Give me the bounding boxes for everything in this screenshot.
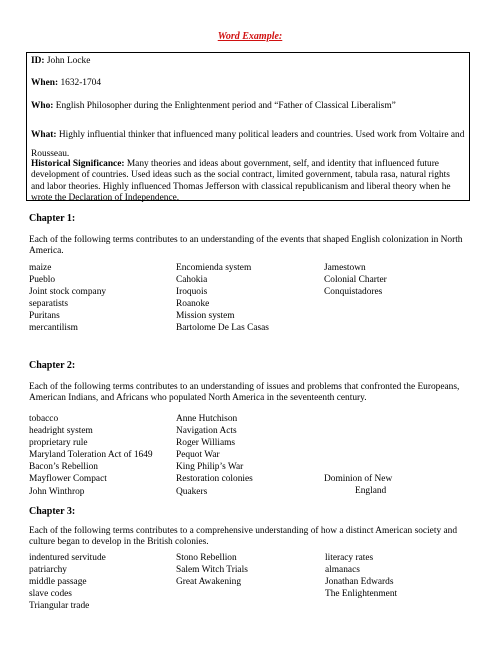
term: Maryland Toleration Act of 1649: [29, 450, 153, 461]
what-value: Highly influential thinker that influenced many political leaders and countries. Used work from Voltaire and Rousseau.: [31, 130, 465, 160]
term: separatists: [29, 299, 69, 310]
term-column-2: [176, 414, 253, 499]
chapter-3-section: [29, 506, 469, 616]
term: Cahokia: [176, 275, 208, 286]
term: Conquistadores: [324, 287, 383, 298]
term: England: [355, 486, 387, 497]
when-value: 1632-1704: [58, 78, 102, 88]
chapter-heading: Chapter 1:: [29, 213, 76, 224]
term: Triangular trade: [29, 601, 90, 612]
word-example-box: [26, 52, 470, 204]
term: headright system: [29, 426, 93, 437]
term: Roger Williams: [176, 438, 236, 449]
term: Mayflower Compact: [29, 474, 107, 485]
chapter-intro: Each of the following terms contributes to an understanding of issues and problems that confronted the Europeans, American Indians, and Africans who populated North America in the seventeenth century.: [29, 381, 460, 404]
page-title: Word Example:: [217, 31, 283, 42]
when-label: When:: [31, 78, 59, 88]
historical-significance-label: Historical Significance:: [31, 159, 125, 169]
term: Colonial Charter: [324, 275, 387, 286]
term: Bartolome De Las Casas: [176, 323, 269, 334]
term: Navigation Acts: [176, 426, 237, 437]
example-who-row: [31, 101, 465, 113]
term: middle passage: [29, 577, 87, 588]
example-when-row: [31, 78, 465, 90]
term: patriarchy: [29, 565, 67, 576]
term-column-2: [176, 553, 248, 589]
term-column-2: [176, 263, 269, 336]
term-column-3: [324, 263, 387, 299]
term: Quakers: [176, 486, 208, 497]
what-label: What:: [31, 130, 57, 140]
term: Pequot War: [176, 450, 220, 461]
chapter-heading: Chapter 2:: [29, 360, 76, 371]
term-column-3: [325, 553, 397, 601]
term-column-1: [29, 553, 106, 613]
term: Dominion of New: [324, 474, 393, 484]
id-value: John Locke: [44, 56, 91, 66]
term: Great Awakening: [176, 577, 242, 588]
example-id-row: [31, 56, 465, 68]
chapter-1-section: [29, 213, 469, 338]
term: proprietary rule: [29, 438, 88, 449]
term: Salem Witch Trials: [176, 565, 248, 576]
term: Mission system: [176, 311, 235, 322]
term: Jamestown: [324, 263, 366, 273]
chapter-intro: Each of the following terms contributes to an understanding of the events that shaped English colonization in North America.: [29, 234, 463, 257]
who-value: English Philosopher during the Enlightenment period and “Father of Classical Liberalism”: [53, 101, 396, 111]
term: maize: [29, 263, 52, 273]
historical-significance-value: Many theories and ideas about government, self, and identity that influenced future development of countries. Used ideas such as the social contract, limited government, tabula rasa, natural rights and labor theories. Highly influenced Thomas Jefferson with classical republicanism and liberal theory when he wrote the Declaration of Independence.: [31, 159, 451, 204]
chapter-intro: Each of the following terms contributes to a comprehensive understanding of how a distinct American society and culture began to develop in the British colonies.: [29, 525, 458, 548]
term: indentured servitude: [29, 553, 106, 563]
term: John Winthrop: [29, 486, 85, 497]
term: Stono Rebellion: [176, 553, 237, 563]
term: Bacon’s Rebellion: [29, 462, 98, 473]
term: mercantilism: [29, 323, 78, 334]
term-column-3: [324, 474, 392, 498]
term: tobacco: [29, 414, 59, 424]
term: Joint stock company: [29, 287, 107, 298]
term: Puritans: [29, 311, 60, 322]
term-column-1: [29, 414, 153, 499]
chapter-heading: Chapter 3:: [29, 506, 76, 517]
term: Restoration colonies: [176, 474, 253, 485]
term-column-1: [29, 263, 106, 336]
chapter-2-section: [29, 360, 469, 500]
id-label: ID:: [31, 56, 45, 66]
term: Iroquois: [176, 287, 208, 298]
term: Pueblo: [29, 275, 56, 286]
term: Roanoke: [176, 299, 210, 310]
term: King Philip’s War: [176, 462, 244, 473]
who-label: Who:: [31, 101, 54, 111]
term: literacy rates: [325, 553, 374, 563]
term: almanacs: [325, 565, 360, 576]
term: Encomienda system: [176, 263, 252, 273]
term: The Enlightenment: [325, 589, 398, 600]
term: Anne Hutchison: [176, 414, 238, 424]
term: slave codes: [29, 589, 72, 600]
term: Jonathan Edwards: [325, 577, 394, 588]
example-historical-row: [31, 159, 465, 205]
